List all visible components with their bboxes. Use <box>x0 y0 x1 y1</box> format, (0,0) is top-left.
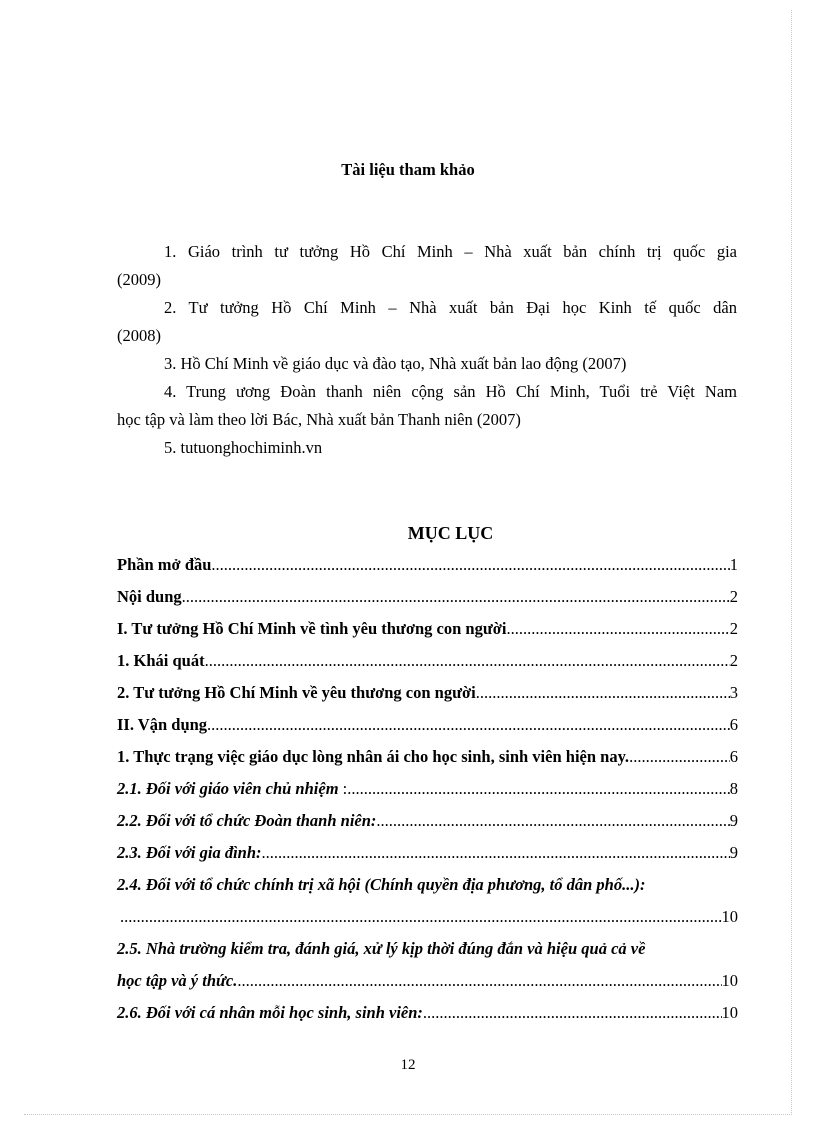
reference-line: 4. Trung ương Đoàn thanh niên cộng sản Hồ Chí Minh, Tuổi trẻ Việt Nam <box>164 382 737 401</box>
toc-entry-title: 2.3. Đối với gia đình: <box>117 843 262 862</box>
toc-page-number: 8 <box>729 779 738 798</box>
table-of-contents <box>117 551 738 1031</box>
toc-entry-title: I. Tư tưởng Hồ Chí Minh về tình yêu thương con người <box>117 619 507 638</box>
toc-entry[interactable] <box>117 551 738 583</box>
toc-entry[interactable] <box>117 615 738 647</box>
toc-leader-dots <box>205 647 730 675</box>
reference-item <box>117 434 737 462</box>
toc-entry[interactable] <box>117 647 738 679</box>
references-title: Tài liệu tham khảo <box>341 160 475 179</box>
toc-entry[interactable] <box>117 839 738 871</box>
reference-line: 3. Hồ Chí Minh về giáo dục và đào tạo, Nhà xuất bản lao động (2007) <box>164 354 627 373</box>
reference-line: học tập và làm theo lời Bác, Nhà xuất bản Thanh niên (2007) <box>117 410 521 429</box>
reference-line: (2009) <box>117 270 161 289</box>
reference-line: 5. tutuonghochiminh.vn <box>164 438 323 457</box>
toc-entry-title: 2. Tư tưởng Hồ Chí Minh về yêu thương con người <box>117 683 476 702</box>
toc-leader-dots <box>476 679 730 707</box>
toc-entry[interactable] <box>117 679 738 711</box>
reference-line: (2008) <box>117 326 161 345</box>
toc-leader-dots <box>207 711 730 739</box>
toc-entry-separator: : <box>338 779 348 798</box>
toc-page-number: 3 <box>729 683 738 702</box>
toc-entry-title: Nội dung <box>117 587 182 606</box>
toc-leader-dots <box>237 967 721 995</box>
toc-leader-dots <box>506 615 729 643</box>
toc-entry[interactable] <box>117 807 738 839</box>
toc-page-number: 1 <box>729 555 738 574</box>
toc-entry-title: 1. Khái quát <box>117 651 205 670</box>
toc-leader-dots <box>262 839 730 867</box>
toc-entry-continuation[interactable] <box>117 903 738 935</box>
toc-page-number: 2 <box>729 651 738 670</box>
toc-entry[interactable] <box>117 743 738 775</box>
toc-leader-dots <box>120 903 722 931</box>
toc-page-number: 6 <box>729 747 738 766</box>
toc-page-number: 2 <box>729 619 738 638</box>
toc-page-number: 6 <box>729 715 738 734</box>
reference-item <box>117 294 737 350</box>
toc-page-number: 10 <box>721 971 738 990</box>
toc-leader-dots <box>376 807 729 835</box>
toc-page-number: 9 <box>729 811 738 830</box>
toc-leader-dots <box>211 551 729 579</box>
toc-entry[interactable] <box>117 967 738 999</box>
reference-line: 1. Giáo trình tư tưởng Hồ Chí Minh – Nhà xuất bản chính trị quốc gia <box>164 242 737 261</box>
toc-entry-line[interactable]: 2.4. Đối với tổ chức chính trị xã hội (Chính quyền địa phương, tổ dân phố...): <box>117 875 646 894</box>
toc-entry-title: học tập và ý thức. <box>117 971 238 990</box>
reference-item <box>117 378 737 434</box>
toc-title: MỤC LỤC <box>407 523 494 543</box>
toc-entry-title: 2.2. Đối với tổ chức Đoàn thanh niên: <box>117 811 377 830</box>
toc-leader-dots <box>347 775 730 803</box>
toc-page-number: 9 <box>729 843 738 862</box>
toc-page-number: 2 <box>729 587 738 606</box>
toc-entry[interactable] <box>117 711 738 743</box>
toc-entry-title: 2.1. Đối với giáo viên chủ nhiệm <box>117 779 339 798</box>
reference-item <box>117 350 737 378</box>
reference-line: 2. Tư tưởng Hồ Chí Minh – Nhà xuất bản Đại học Kinh tế quốc dân <box>164 298 737 317</box>
toc-entry-title: II. Vận dụng <box>117 715 208 734</box>
toc-entry-title: Phần mở đầu <box>117 555 212 574</box>
toc-leader-dots <box>182 583 730 611</box>
page-number: 12 <box>400 1057 416 1073</box>
toc-entry-line[interactable]: 2.5. Nhà trường kiểm tra, đánh giá, xử lý kịp thời đúng đắn và hiệu quả cả về <box>117 939 646 958</box>
reference-item <box>117 238 737 294</box>
toc-entry[interactable] <box>117 775 738 807</box>
toc-entry-title: 1. Thực trạng việc giáo dục lòng nhân ái cho học sinh, sinh viên hiện nay. <box>117 747 630 766</box>
toc-entry[interactable] <box>117 583 738 615</box>
toc-page-number: 10 <box>721 1003 738 1022</box>
references-list <box>117 238 737 462</box>
toc-entry[interactable] <box>117 999 738 1031</box>
toc-entry-title: 2.6. Đối với cá nhân mỗi học sinh, sinh viên: <box>117 1003 423 1022</box>
toc-leader-dots <box>423 999 722 1027</box>
toc-leader-dots <box>629 743 730 771</box>
toc-page-number: 10 <box>721 907 738 926</box>
